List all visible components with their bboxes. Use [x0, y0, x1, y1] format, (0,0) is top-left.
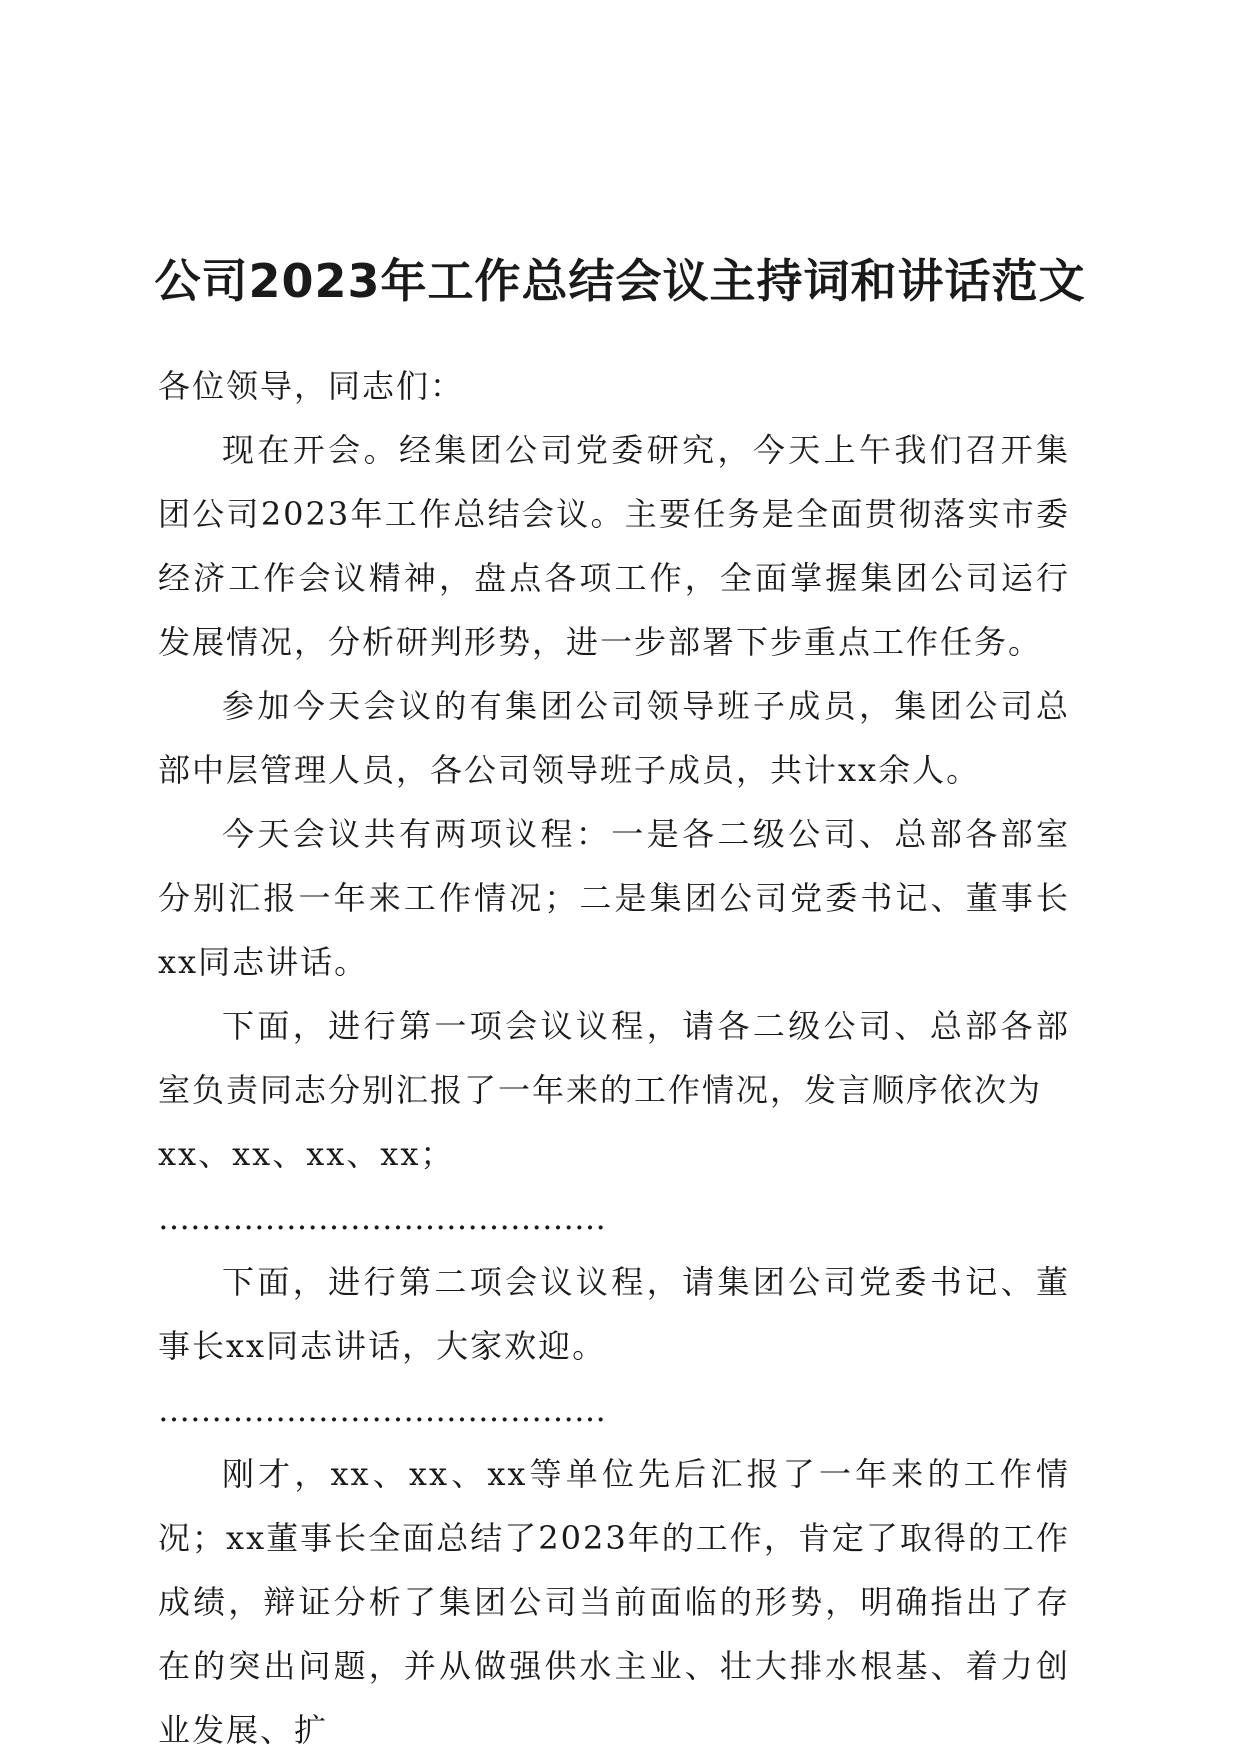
paragraph-first-agenda-item: 下面，进行第一项会议议程，请各二级公司、总部各部室负责同志分别汇报了一年来的工作情况，发言顺序依次为: [158, 1007, 1070, 1109]
paragraph-agenda: 今天会议共有两项议程：一是各二级公司、总部各部室分别汇报一年来工作情况；二是集团公司党委书记、董事长xx同志讲话。: [158, 815, 1070, 981]
paragraph-attendees: 参加今天会议的有集团公司领导班子成员，集团公司总部中层管理人员，各公司领导班子成员，共计xx余人。: [158, 687, 1070, 789]
ellipsis-separator: ……………………………………: [158, 1391, 606, 1429]
paragraph-summary: 刚才，xx、xx、xx等单位先后汇报了一年来的工作情况；xx董事长全面总结了2023年的工作，肯定了取得的工作成绩，辩证分析了集团公司当前面临的形势，明确指出了存在的突出问题，并从做强供水主业、壮大排水根基、着力创业发展、扩: [158, 1455, 1070, 1749]
paragraph-opening: 现在开会。经集团公司党委研究，今天上午我们召开集团公司2023年工作总结会议。主要任务是全面贯彻落实市委经济工作会议精神，盘点各项工作，全面掌握集团公司运行发展情况，分析研判形势，进一步部署下步重点工作任务。: [158, 431, 1070, 661]
salutation: 各位领导，同志们：: [158, 367, 465, 405]
ellipsis-separator: ……………………………………: [158, 1199, 606, 1237]
document-title: 公司2023年工作总结会议主持词和讲话范文: [154, 254, 1086, 308]
document-body: [158, 354, 1070, 1762]
paragraph-second-agenda-item: 下面，进行第二项会议议程，请集团公司党委书记、董事长xx同志讲话，大家欢迎。: [158, 1263, 1070, 1365]
speaker-order: xx、xx、xx、xx；: [158, 1135, 455, 1173]
